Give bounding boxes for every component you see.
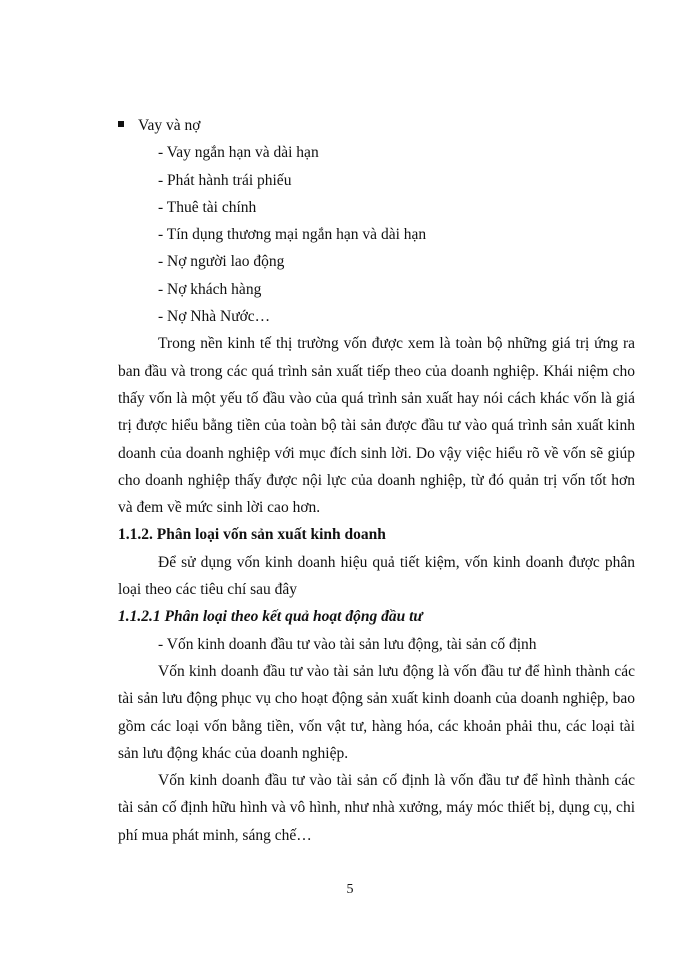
sub-list-item: - Tín dụng thương mại ngắn hạn và dài hạn <box>158 226 427 244</box>
sub-list-item: - Phát hành trái phiếu <box>158 171 292 189</box>
page-number: 5 <box>346 882 354 897</box>
sub-list-item: - Thuê tài chính <box>158 198 257 216</box>
subsection-heading: 1.1.2.1 Phân loại theo kết quả hoạt động đầu tư <box>118 608 423 626</box>
page-content <box>118 112 635 849</box>
paragraph <box>118 767 635 849</box>
sub-list-item: - Nợ người lao động <box>158 253 285 271</box>
paragraph-text: Trong nền kinh tế thị trường vốn được xem là toàn bộ những giá trị ứng ra ban đầu và trong các quá trình sản xuất tiếp theo của doanh nghiệp. Khái niệm cho thấy vốn là một yếu tố đầu vào của quá trình sản xuất hay nói cách khác vốn là giá trị được hiểu bằng tiền của toàn bộ tài sản được đầu tư vào quá trình sản xuất kinh doanh của doanh nghiệp với mục đích sinh lời. Do vậy việc hiểu rõ về vốn sẽ giúp cho doanh nghiệp thấy được nội lực của doanh nghiệp, từ đó quản trị vốn tốt hơn và đem về mức sinh lời cao hơn. <box>118 335 635 517</box>
paragraph-text: Để sử dụng vốn kinh doanh hiệu quả tiết kiệm, vốn kinh doanh được phân loại theo các tiêu chí sau đây <box>118 553 635 599</box>
section-heading: 1.1.2. Phân loại vốn sản xuất kinh doanh <box>118 526 386 544</box>
paragraph <box>118 330 635 521</box>
paragraph <box>118 658 635 767</box>
paragraph <box>118 549 635 604</box>
sub-list-item: - Vay ngắn hạn và dài hạn <box>158 144 319 162</box>
paragraph-text: Vốn kinh doanh đầu tư vào tài sản cố định là vốn đầu tư để hình thành các tài sản cố định hữu hình và vô hình, như nhà xưởng, máy móc thiết bị, dụng cụ, chi phí mua phát minh, sáng chế… <box>118 772 635 844</box>
sub-list-item: - Nợ Nhà Nước… <box>158 308 271 326</box>
bullet-text: Vay và nợ <box>138 117 201 134</box>
paragraph-text: Vốn kinh doanh đầu tư vào tài sản lưu động là vốn đầu tư để hình thành các tài sản lưu động phục vụ cho hoạt động sản xuất kinh doanh của doanh nghiệp, bao gồm các loại vốn bằng tiền, vốn vật tư, hàng hóa, các khoản phải thu, các loại tài sản lưu động khác của doanh nghiệp. <box>118 662 635 762</box>
bullet-list-item <box>118 112 635 139</box>
dash-list-item: - Vốn kinh doanh đầu tư vào tài sản lưu động, tài sản cố định <box>158 635 537 653</box>
square-bullet-icon <box>118 121 124 127</box>
sub-list-item: - Nợ khách hàng <box>158 280 262 298</box>
